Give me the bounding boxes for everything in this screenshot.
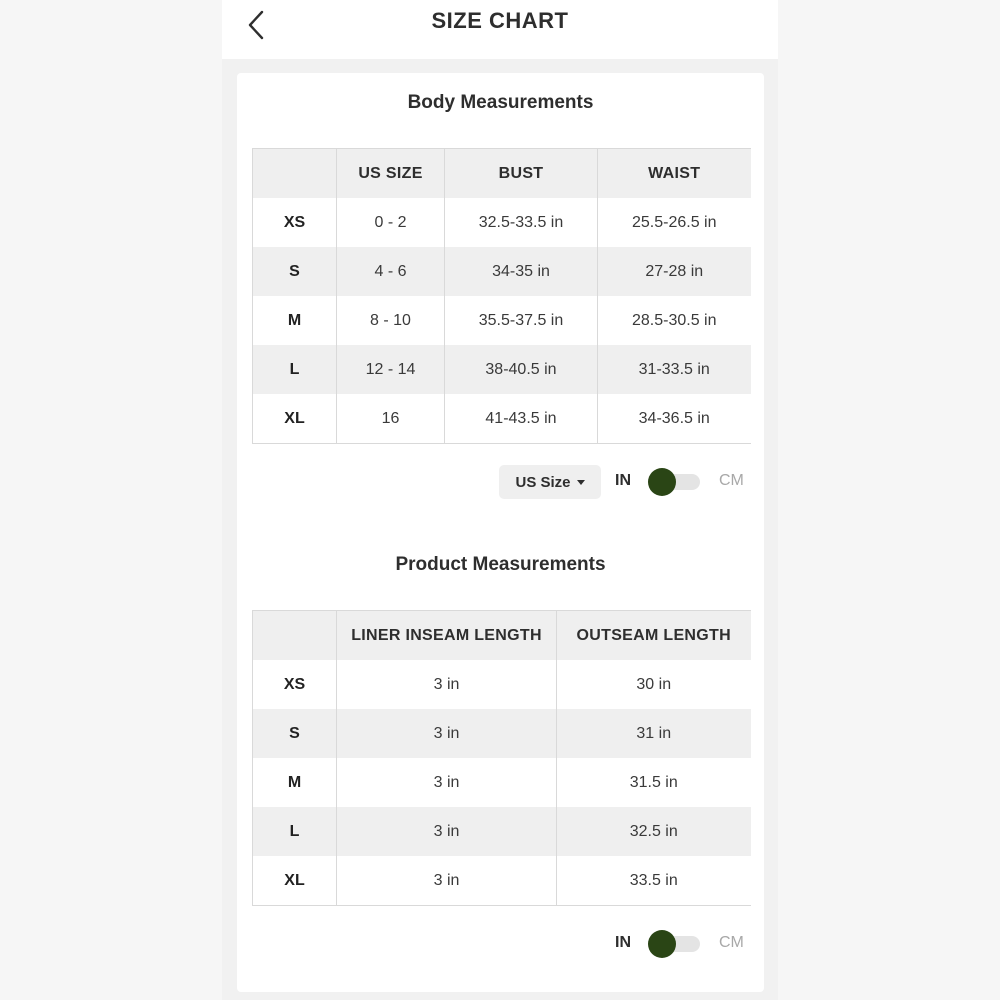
table-row: [253, 660, 751, 709]
us-size-cell: 16: [337, 394, 445, 444]
product-measurements-controls: [237, 927, 764, 961]
liner-inseam-cell: 3 in: [337, 856, 557, 906]
toggle-knob: [648, 930, 676, 958]
table-header-row: [253, 149, 751, 199]
column-header-bust: BUST: [445, 149, 598, 199]
size-label: XS: [253, 660, 337, 709]
us-size-cell: 12 - 14: [337, 345, 445, 394]
liner-inseam-cell: 3 in: [337, 709, 557, 758]
table-row: [253, 198, 751, 247]
table-header-row: [253, 611, 751, 661]
size-system-label: US Size: [515, 473, 571, 491]
table-row: [253, 394, 751, 444]
unit-label-cm: CM: [719, 472, 744, 489]
app-screen: [222, 0, 778, 1000]
size-label: S: [253, 709, 337, 758]
unit-label-cm: CM: [719, 934, 744, 951]
size-label: XL: [253, 856, 337, 906]
bust-cell: 32.5-33.5 in: [445, 198, 598, 247]
outseam-cell: 30 in: [636, 675, 672, 693]
size-system-select[interactable]: [499, 465, 601, 499]
unit-label-in: IN: [615, 934, 631, 951]
size-label: M: [253, 758, 337, 807]
table-row: [253, 856, 751, 906]
caret-down-icon: [577, 480, 585, 485]
table-row: [253, 807, 751, 856]
unit-label-in: IN: [615, 472, 631, 489]
liner-inseam-cell: 3 in: [337, 660, 557, 709]
size-chart-card: [237, 73, 764, 992]
unit-toggle[interactable]: [648, 468, 700, 496]
column-header-outseam: OUTSEAM LENGTH: [557, 611, 751, 661]
table-row: [253, 345, 751, 394]
liner-inseam-cell: 3 in: [337, 758, 557, 807]
outseam-cell: 31 in: [557, 709, 751, 758]
size-label: XL: [253, 394, 337, 444]
bust-cell: 35.5-37.5 in: [445, 296, 598, 345]
unit-toggle[interactable]: [648, 930, 700, 958]
product-measurements-table: [252, 610, 751, 906]
waist-cell: 27-28 in: [598, 247, 751, 296]
bust-cell: 38-40.5 in: [445, 345, 598, 394]
size-label: XS: [253, 198, 337, 247]
page-title: SIZE CHART: [431, 8, 569, 33]
size-label: L: [253, 807, 337, 856]
size-label: L: [253, 345, 337, 394]
waist-cell: 25.5-26.5 in: [631, 213, 717, 231]
toggle-knob: [648, 468, 676, 496]
column-header-waist: WAIST: [598, 149, 751, 199]
column-header: [253, 611, 337, 661]
body-measurements-title: Body Measurements: [407, 92, 594, 113]
column-header-us-size: US SIZE: [337, 149, 445, 199]
column-header-liner-inseam: LINER INSEAM LENGTH: [337, 611, 557, 661]
table-row: [253, 247, 751, 296]
size-label: S: [253, 247, 337, 296]
outseam-cell: 33.5 in: [629, 871, 678, 889]
us-size-cell: 4 - 6: [337, 247, 445, 296]
bust-cell: 34-35 in: [445, 247, 598, 296]
bust-cell: 41-43.5 in: [445, 394, 598, 444]
us-size-cell: 0 - 2: [337, 198, 445, 247]
header-bar: [222, 0, 778, 59]
waist-cell: 34-36.5 in: [638, 409, 710, 427]
table-row: [253, 296, 751, 345]
outseam-cell: 31.5 in: [629, 773, 678, 791]
product-measurements-title: Product Measurements: [395, 554, 606, 575]
table-row: [253, 709, 751, 758]
table-row: [253, 758, 751, 807]
body-measurements-controls: [237, 465, 764, 499]
size-label: M: [253, 296, 337, 345]
us-size-cell: 8 - 10: [337, 296, 445, 345]
column-header: [253, 149, 337, 199]
waist-cell: 31-33.5 in: [598, 345, 751, 394]
body-measurements-table: [252, 148, 751, 444]
waist-cell: 28.5-30.5 in: [631, 311, 717, 329]
outseam-cell: 32.5 in: [557, 807, 751, 856]
liner-inseam-cell: 3 in: [337, 807, 557, 856]
